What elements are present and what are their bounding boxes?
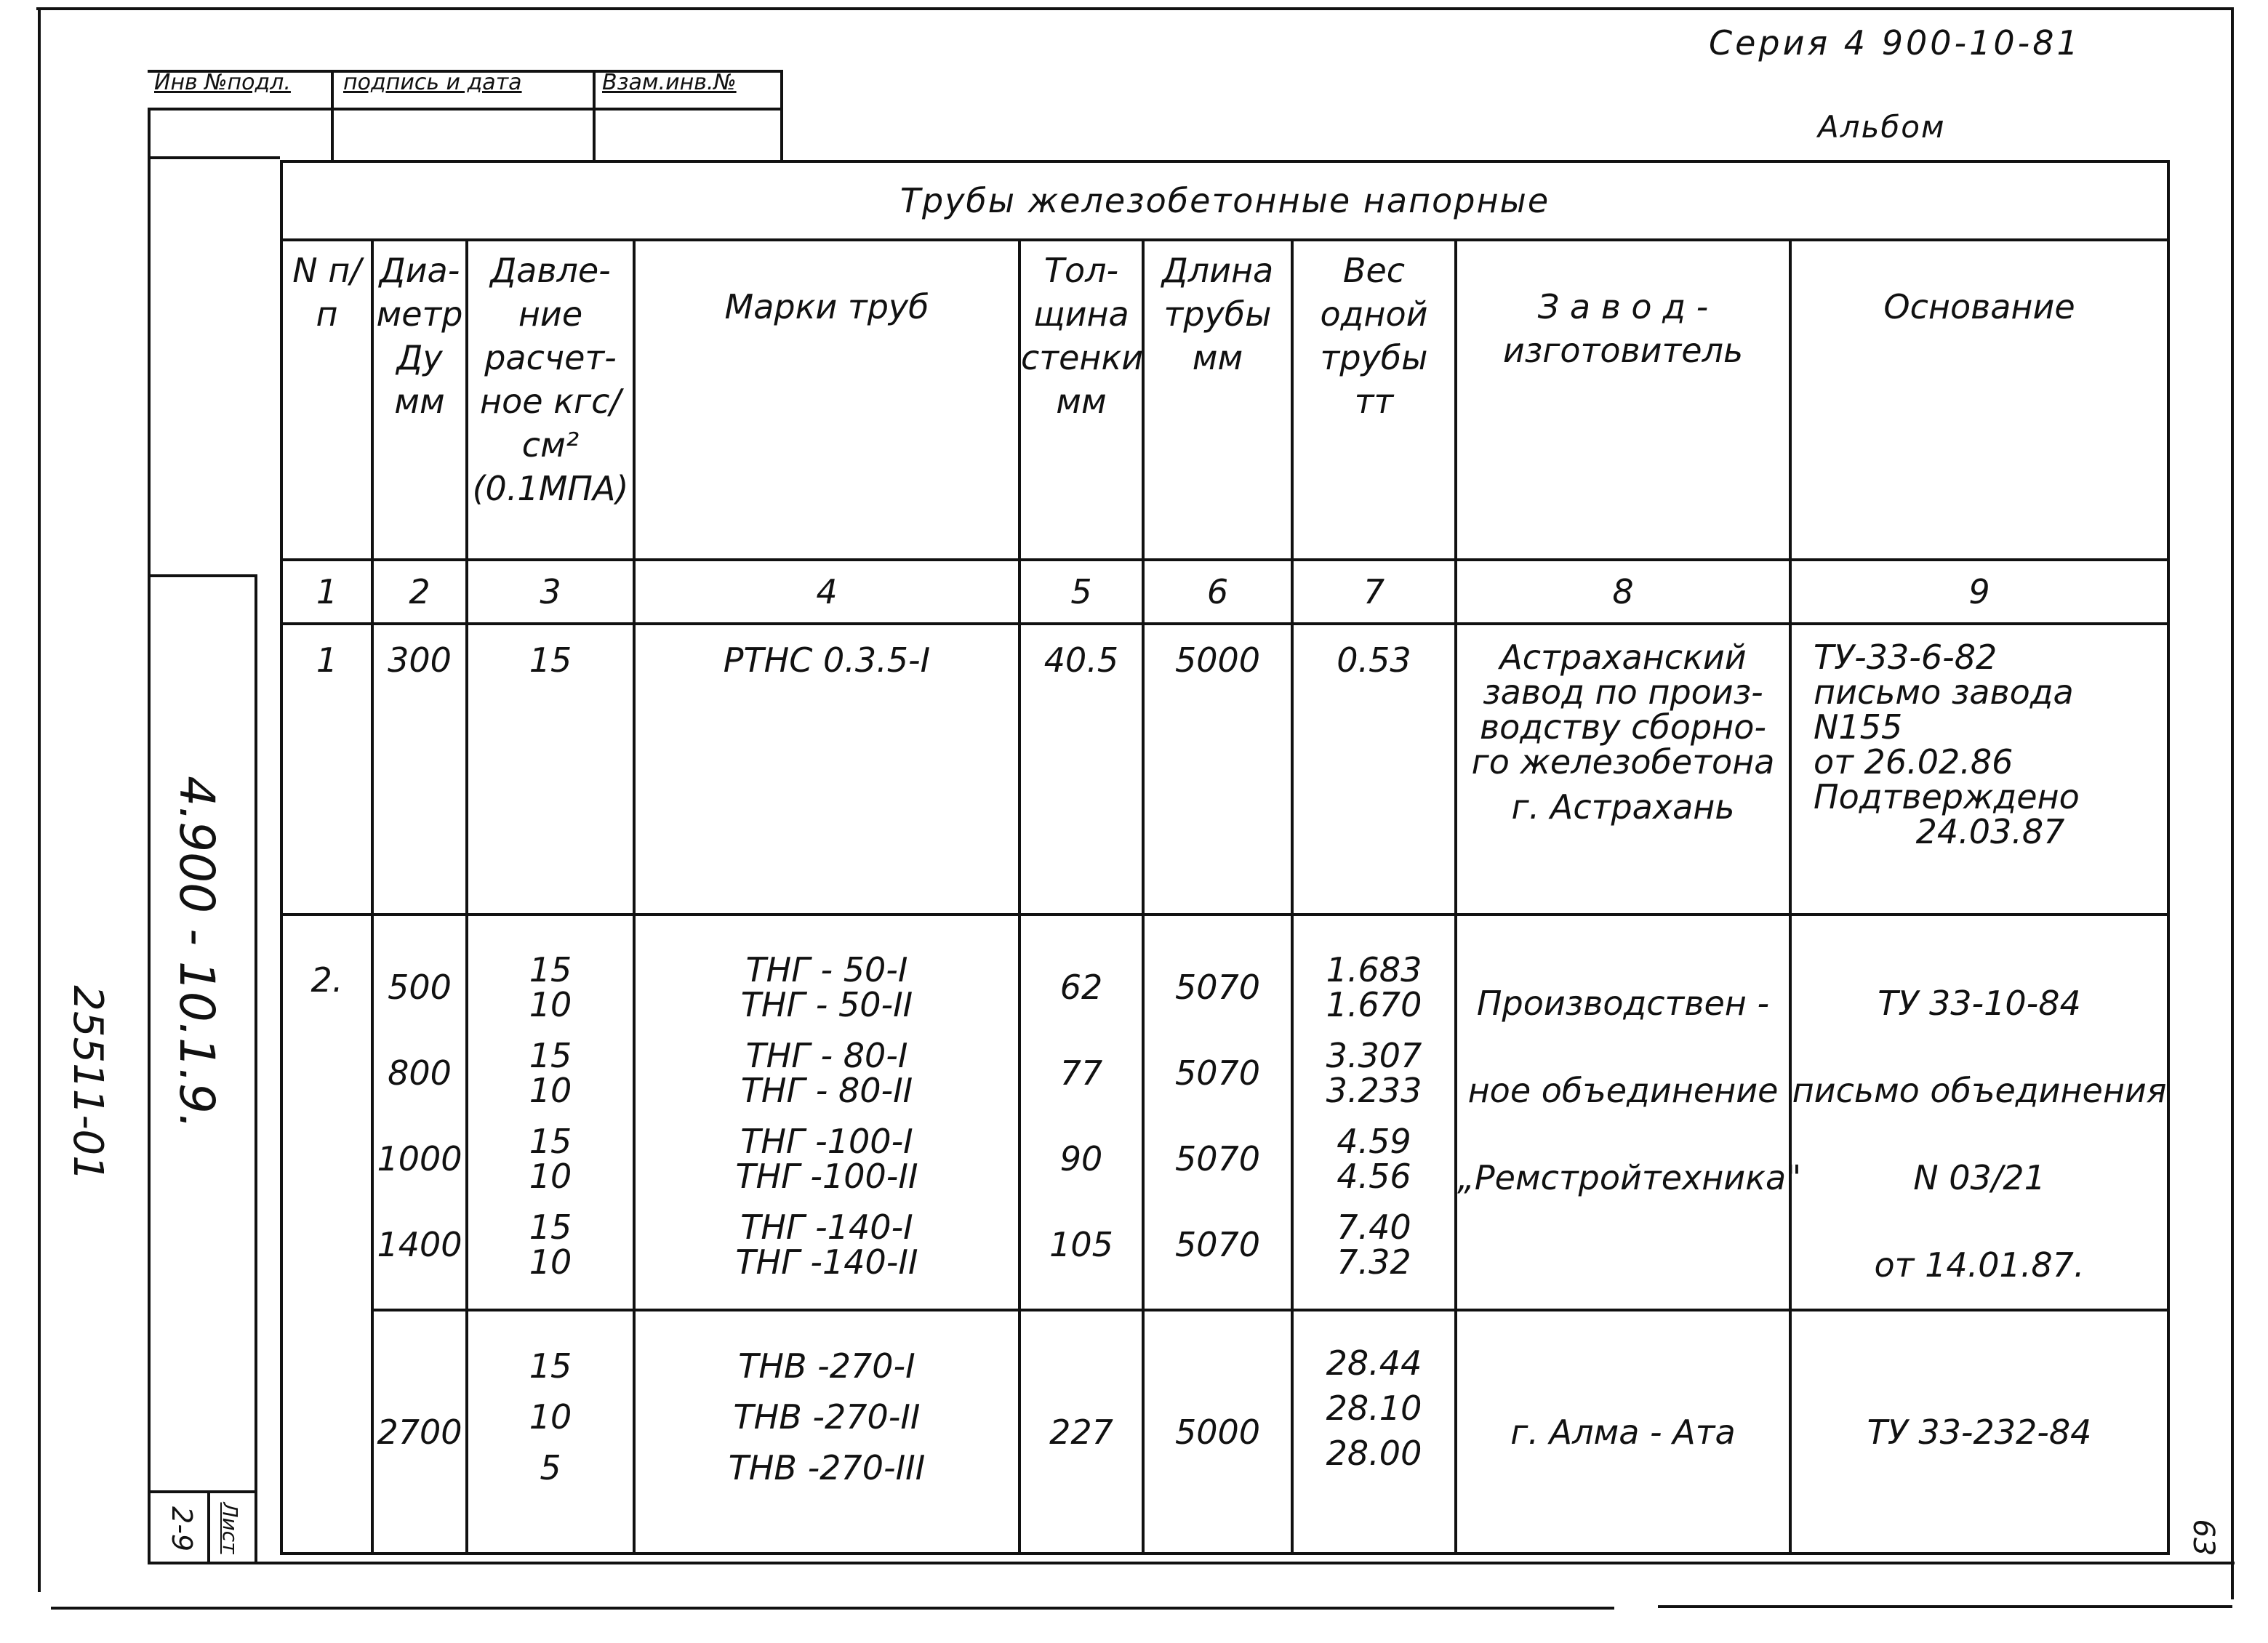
frame-left — [38, 7, 41, 1592]
stamp-div-1 — [331, 70, 334, 160]
header-weight: Вес одной трубы тт — [1292, 240, 1456, 560]
col-num: 7 — [1292, 560, 1456, 624]
row1-diameter: 300 — [372, 624, 467, 915]
frame-top — [36, 7, 2232, 10]
col-num: 1 — [281, 560, 372, 624]
row3-basis: ТУ 33-232-84 — [1790, 1310, 2168, 1554]
album-label: Альбом — [1818, 109, 1946, 145]
doc-code: 4.900 - 10.1.9. — [169, 776, 225, 1129]
col-num: 4 — [634, 560, 1019, 624]
row1-n: 1 — [281, 624, 372, 915]
row2-plant: Производствен - ное объединение „Ремстройтехника" — [1456, 915, 1790, 1310]
archive-number: 25511-01 — [64, 985, 111, 1181]
col-num: 6 — [1143, 560, 1292, 624]
row3-plant: г. Алма - Ата — [1456, 1310, 1790, 1554]
header-row — [281, 240, 2168, 560]
row2-thickness: 62 77 90 105 — [1019, 915, 1143, 1310]
stamp-inv-label: Инв №подл. — [154, 70, 291, 95]
row2-length: 5070 5070 5070 5070 — [1143, 915, 1292, 1310]
sheet-number: 2-9 — [166, 1506, 198, 1552]
row3-diameter: 2700 — [372, 1310, 467, 1554]
row1-mark: РТНС 0.3.5-I — [634, 624, 1019, 915]
frame-bottom — [51, 1607, 1614, 1610]
row3-pressure: 15 10 5 — [467, 1310, 634, 1554]
row2-pressure: 15 10 15 10 15 10 15 10 — [467, 915, 634, 1310]
sheet-label: Лист — [218, 1502, 242, 1554]
table-row — [281, 624, 2168, 915]
row3-thickness: 227 — [1019, 1310, 1143, 1554]
header-length: Длина трубы мм — [1143, 240, 1292, 560]
stamp-div-2 — [593, 70, 596, 160]
header-plant: З а в о д - изготовитель — [1456, 240, 1790, 560]
frame-bottom-2 — [1658, 1605, 2232, 1608]
series-label: Серия 4 900-10-81 — [1709, 23, 2081, 63]
row1-basis: ТУ-33-6-82 письмо завода N155 от 26.02.86 Подтверждено 24.03.87 — [1790, 624, 2168, 915]
row2-weight: 1.683 1.670 3.307 3.233 4.59 4.56 7.40 7.32 — [1292, 915, 1456, 1310]
side-hline-2 — [148, 574, 257, 577]
side-hline-1 — [148, 156, 280, 159]
row1-weight: 0.53 — [1292, 624, 1456, 915]
header-basis: Основание — [1790, 240, 2168, 560]
table-row — [281, 915, 2168, 1310]
row1-plant: Астраханский завод по произ- водству сборно- го железобетона г. Астрахань — [1456, 624, 1790, 915]
pipes-table — [280, 160, 2170, 1555]
row2-marks: ТНГ - 50-I ТНГ - 50-II ТНГ - 80-I ТНГ - 80-II ТНГ -100-I ТНГ -100-II ТНГ -140-I ТНГ -140-II — [634, 915, 1019, 1310]
table-title: Трубы железобетонные напорные — [281, 161, 2168, 240]
row2-basis: ТУ 33-10-84 письмо объединения N 03/21 от 14.01.87. — [1790, 915, 2168, 1310]
header-pressure: Давле- ние расчет- ное кгс/см² (0.1МПА) — [467, 240, 634, 560]
side-hline-4 — [148, 1562, 2235, 1564]
col-num: 2 — [372, 560, 467, 624]
header-thickness: Тол- щина стенки мм — [1019, 240, 1143, 560]
side-col-right — [255, 574, 257, 1563]
row1-pressure: 15 — [467, 624, 634, 915]
row2-diameter: 500 800 1000 1400 — [372, 915, 467, 1310]
stamp-mid — [148, 108, 780, 111]
header-n: N п/п — [281, 240, 372, 560]
row3-length: 5000 — [1143, 1310, 1292, 1554]
page-number: 63 — [2187, 1519, 2220, 1556]
side-vline-sheet — [207, 1490, 210, 1563]
row1-length: 5000 — [1143, 624, 1292, 915]
row3-marks: ТНВ -270-I ТНВ -270-II ТНВ -270-III — [634, 1310, 1019, 1554]
row1-thickness: 40.5 — [1019, 624, 1143, 915]
stamp-replace-label: Взам.инв.№ — [602, 70, 737, 95]
col-num: 9 — [1790, 560, 2168, 624]
table-row — [281, 1310, 2168, 1554]
frame-right — [2231, 7, 2234, 1599]
header-marks: Марки труб — [634, 240, 1019, 560]
row3-weight: 28.44 28.10 28.00 — [1292, 1310, 1456, 1554]
row2-n: 2. — [281, 915, 372, 1554]
col-num: 8 — [1456, 560, 1790, 624]
column-numbers-row — [281, 560, 2168, 624]
header-diameter: Диа- метр Ду мм — [372, 240, 467, 560]
side-col-left — [148, 109, 151, 1563]
stamp-signature-label: подпись и дата — [343, 70, 522, 95]
col-num: 3 — [467, 560, 634, 624]
col-num: 5 — [1019, 560, 1143, 624]
stamp-div-3 — [780, 70, 783, 160]
